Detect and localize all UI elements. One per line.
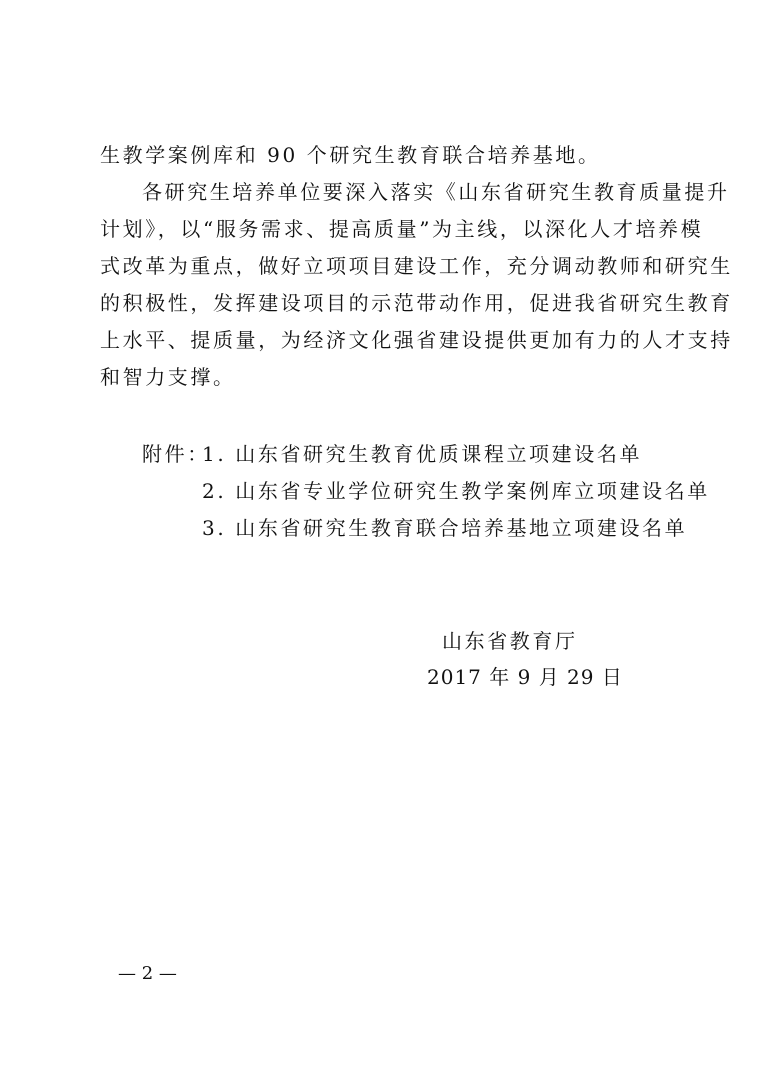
attachment-item-1: 1. 山东省研究生教育优质课程立项建设名单	[202, 442, 643, 466]
body-line-1: 生教学案例库和 90 个研究生教育联合培养基地。	[100, 143, 601, 167]
issuer-name: 山东省教育厅	[442, 629, 578, 653]
body-line-6: 上水平、提质量，为经济文化强省建设提供更加有力的人才支持	[100, 328, 733, 352]
attachment-item-2: 2. 山东省专业学位研究生教学案例库立项建设名单	[202, 479, 710, 503]
page-number: — 2 —	[118, 963, 177, 984]
body-line-4: 式改革为重点，做好立项项目建设工作，充分调动教师和研究生	[100, 254, 733, 278]
body-line-5: 的积极性，发挥建设项目的示范带动作用，促进我省研究生教育	[100, 291, 733, 315]
body-line-3: 计划》，以“服务需求、提高质量”为主线，以深化人才培养模	[100, 217, 704, 241]
body-line-2: 各研究生培养单位要深入落实《山东省研究生教育质量提升	[142, 180, 730, 204]
issue-date: 2017 年 9 月 29 日	[427, 665, 623, 689]
attachments-label: 附件：	[142, 442, 210, 466]
attachment-item-3: 3. 山东省研究生教育联合培养基地立项建设名单	[202, 516, 688, 540]
body-line-7: 和智力支撑。	[100, 365, 236, 389]
